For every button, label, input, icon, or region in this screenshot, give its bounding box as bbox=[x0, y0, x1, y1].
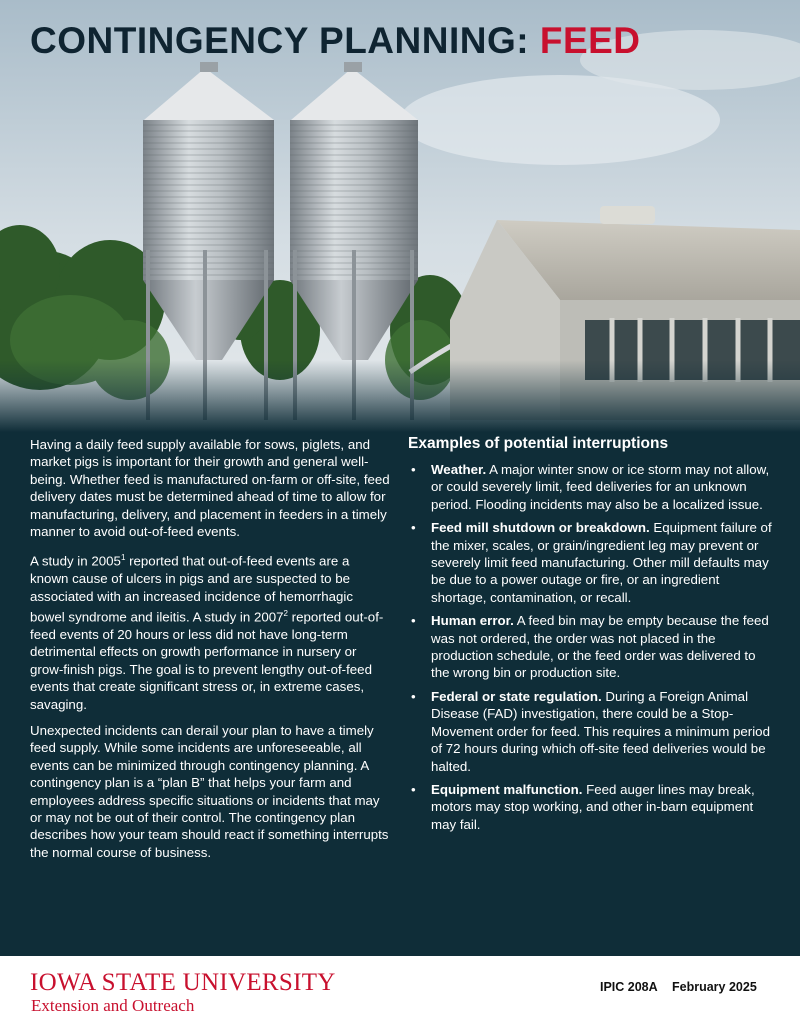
interruptions-list bbox=[408, 461, 776, 833]
list-item-term: Federal or state regulation. bbox=[431, 688, 602, 704]
study-text-2: reported that out-of-feed events are a known cause of ulcers in pigs and are suspected to be associated with an increased incidence of hemorrhagic bowel syndrome and ileitis. A study in 2007 bbox=[30, 553, 354, 625]
footnote-ref-2: 2 bbox=[283, 609, 288, 619]
study-paragraph bbox=[30, 549, 390, 713]
bullet-icon: • bbox=[411, 688, 416, 704]
list-item-term: Weather. bbox=[431, 462, 487, 477]
contingency-paragraph: Unexpected incidents can derail your plan to have a timely feed supply. While some incidents are unforeseeable, all events can be minimized through contingency planning. A contingency plan is a “plan B” that helps your farm and employees address specific situations or incidents that may or may not be out of their control. The contingency plan describes how your team should react if something interrupts the normal course of business. bbox=[30, 722, 389, 860]
study-text-1: A study in 2005 bbox=[30, 553, 121, 569]
study-text-3: reported out-of-feed events of 20 hours or less did not have long-term detrimental effects on growth performance in nursery or grow-finish pigs. The goal is to prevent lengthy out-of-feed events that create significant stress or, in extreme cases, savaging. bbox=[30, 609, 384, 712]
list-item-human-error bbox=[408, 612, 776, 682]
extension-subtitle: Extension and Outreach bbox=[31, 996, 195, 1015]
bullet-icon: • bbox=[411, 462, 416, 477]
list-item-text: A feed bin may be empty because the feed was not ordered, the order was not placed in the production schedule, or the feed order was delivered to the wrong bin or production site. bbox=[431, 613, 769, 681]
feed-bins-photo bbox=[0, 0, 800, 432]
list-item-term: Equipment malfunction. bbox=[431, 781, 583, 797]
footnote-ref-1: 1 bbox=[120, 553, 126, 563]
list-item-feed-mill bbox=[408, 519, 776, 606]
bullet-icon: • bbox=[411, 781, 416, 797]
title-main: CONTINGENCY PLANNING: bbox=[30, 20, 530, 61]
left-column bbox=[30, 436, 390, 870]
list-item-weather bbox=[408, 461, 776, 513]
list-item-term: Human error. bbox=[431, 613, 514, 629]
publication-date: February 2025 bbox=[672, 980, 757, 994]
list-item-text: During a Foreign Animal Disease (FAD) investigation, there could be a Stop-Movement order for feed. This requires a minimum period of 72 hours during which off-site feed deliveries would be halted. bbox=[431, 688, 770, 774]
university-logo: IOWA STATE UNIVERSITY bbox=[30, 969, 336, 996]
list-item-equipment bbox=[408, 781, 776, 833]
content-panel bbox=[0, 432, 800, 956]
bullet-icon: • bbox=[411, 613, 416, 629]
page-title bbox=[30, 20, 641, 62]
hero-photo bbox=[0, 0, 800, 432]
publication-code: IPIC 208A bbox=[600, 980, 658, 994]
list-item-term: Feed mill shutdown or breakdown. bbox=[431, 520, 650, 536]
list-item-text: Feed auger lines may break, motors may stop working, and other in-barn equipment may fail. bbox=[431, 781, 755, 832]
interruptions-heading: Examples of potential interruptions bbox=[408, 435, 669, 452]
intro-paragraph: Having a daily feed supply available for sows, piglets, and market pigs is important for their growth and general well-being. Whether feed is manufactured on-farm or off-site, feed delivery dates must be determined ahead of time to allow for manufacturing, delivery, and placement in feeders in a timely manner to avoid out-of-feed events. bbox=[30, 437, 390, 540]
list-item-text: A major winter snow or ice storm may not allow, or could severely limit, feed deliveries for an unknown period. Flooding incidents may also be a localized issue. bbox=[431, 462, 770, 512]
title-accent: FEED bbox=[539, 20, 641, 61]
bullet-icon: • bbox=[411, 520, 416, 536]
list-item-regulation bbox=[408, 688, 776, 775]
list-item-text: Equipment failure of the mixer, scales, or grain/ingredient leg may prevent or severely limit feed manufacturing. Other mill defaults may be due to a power outage or fire, or an ingredient shortage, contamination, or recall. bbox=[431, 520, 772, 605]
right-column bbox=[408, 434, 776, 839]
footer bbox=[0, 956, 800, 1028]
